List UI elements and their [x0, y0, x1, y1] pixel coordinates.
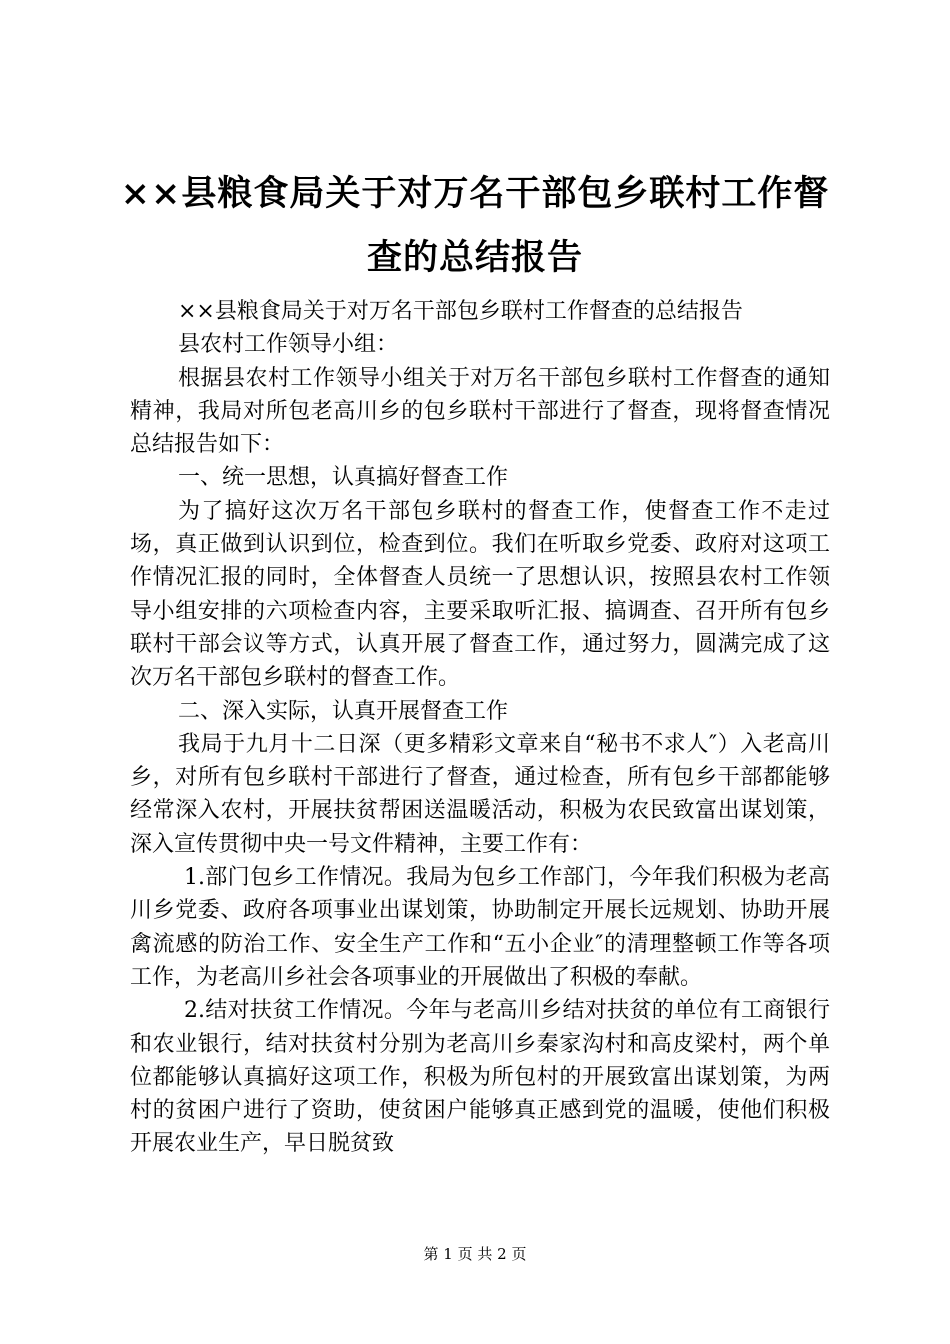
paragraph-section-1: 为了搞好这次万名干部包乡联村的督查工作，使督查工作不走过场，真正做到认识到位，检查到位。我们在听取乡党委、政府对这项工作情况汇报的同时，全体督查人员统一了思想认识，按照县农村工作领导小组安排的六项检查内容，主要采取听汇报、搞调查、召开所有包乡联村干部会议等方式，认真开展了督查工作，通过努力，圆满完成了这次万名干部包乡联村的督查工作。 — [130, 498, 830, 691]
paragraph-section-2: 我局于九月十二日深（更多精彩文章来自“秘书不求人″）入老高川乡，对所有包乡联村干部进行了督查，通过检查，所有包乡干部都能够经常深入农村，开展扶贫帮困送温暖活动，积极为农民致富出谋划策，深入宣传贯彻中央一号文件精神，主要工作有： — [130, 731, 830, 857]
subtitle-line: ××县粮食局关于对万名干部包乡联村工作督查的总结报告 — [178, 299, 743, 324]
paragraph-intro: 根据县农村工作领导小组关于对万名干部包乡联村工作督查的通知精神，我局对所包老高川乡的包乡联村干部进行了督查，现将督查情况总结报告如下： — [130, 365, 830, 458]
salutation: 县农村工作领导小组： — [178, 332, 399, 358]
section-heading-1: 一、统一思想，认真搞好督查工作 — [178, 465, 509, 491]
paragraph-item-2: 2.结对扶贫工作情况。今年与老高川乡结对扶贫的单位有工商银行和农业银行，结对扶贫村分别为老高川乡秦家沟村和高皮梁村，两个单位都能够认真搞好这项工作，积极为所包村的开展致富出谋划策，为两村的贫困户进行了资助，使贫困户能够真正感到党的温暖，使他们积极开展农业生产，早日脱贫致 — [130, 998, 830, 1157]
page-number-footer: 第 1 页 共 2 页 — [423, 1245, 527, 1263]
document-body — [130, 295, 830, 1161]
document-title: ××县粮食局关于对万名干部包乡联村工作督查的总结报告 — [120, 173, 830, 278]
paragraph-item-1: 1.部门包乡工作情况。我局为包乡工作部门，今年我们积极为老高川乡党委、政府各项事业出谋划策，协助制定开展长远规划、协助开展禽流感的防治工作、安全生产工作和“五小企业″的清理整顿工作等各项工作，为老高川乡社会各项事业的开展做出了积极的奉献。 — [130, 865, 830, 990]
section-heading-2: 二、深入实际，认真开展督查工作 — [178, 698, 509, 724]
